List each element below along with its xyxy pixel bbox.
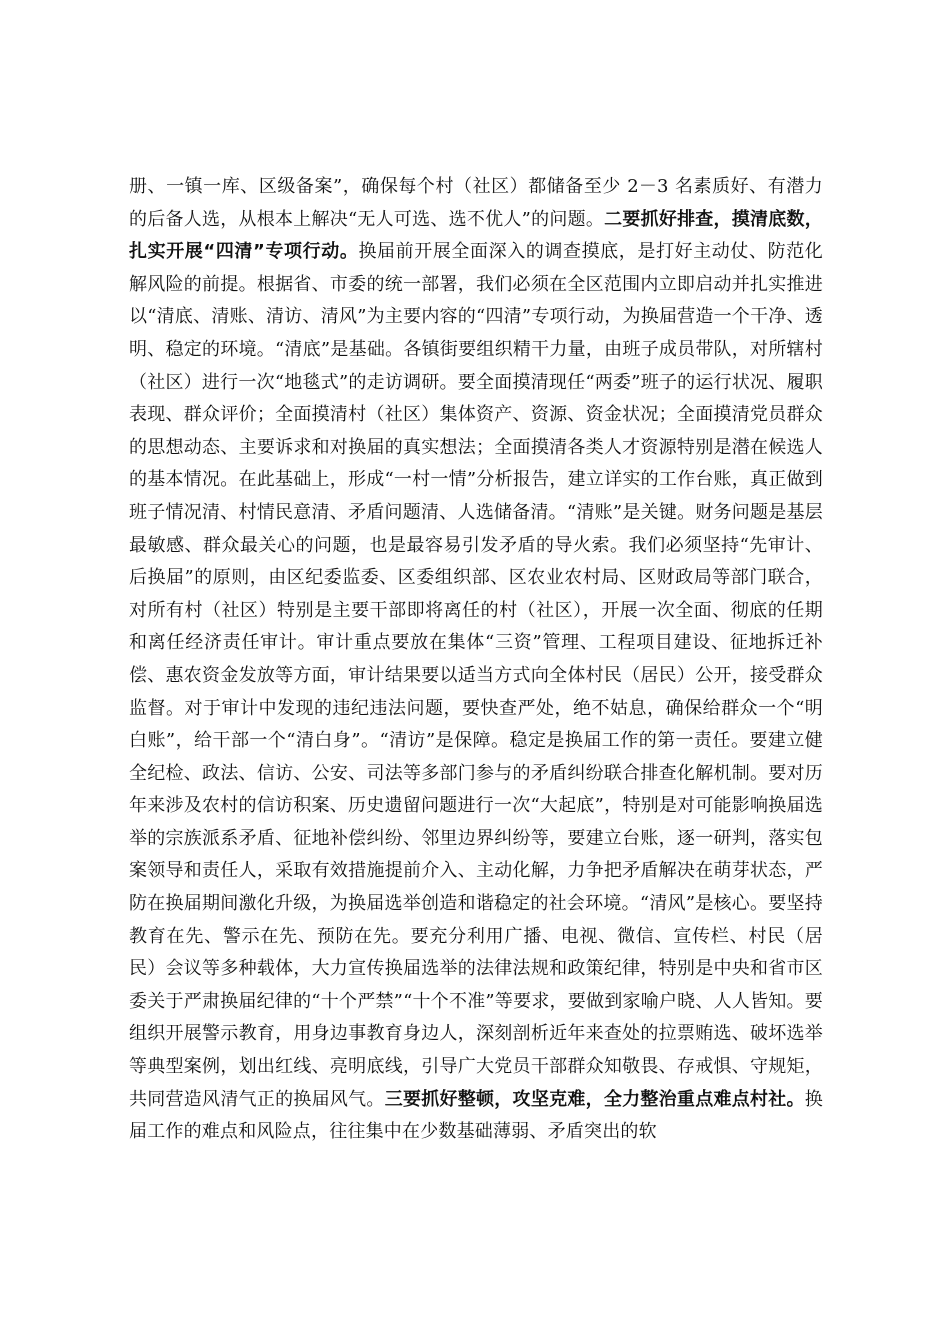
text-segment: 换届工作的难点和风险点，往往集中在少数基础薄弱、矛盾突出的软 — [129, 1088, 823, 1143]
text-segment: 册、一镇一库、区级备案”，确保每个村（社区）都储备至少 2－3 名素质好、有潜力的后备人选，从根本上解决“无人可选、选不优人”的问题。 — [129, 176, 823, 230]
bold-heading-segment: 二要抓好排查，摸清底数，扎实开展“四清”专项行动。 — [129, 208, 823, 263]
body-paragraph — [129, 171, 823, 1149]
text-segment: 换届前开展全面深入的调查摸底，是打好主动仗、防范化解风险的前提。根据省、市委的统一部署，我们必须在全区范围内立即启动并扎实推进以“清底、清账、清访、清风”为主要内容的“四清”专项行动，为换届营造一个干净、透明、稳定的环境。“清底”是基础。各镇街要组织精干力量，由班子成员带队，对所辖村（社区）进行一次“地毯式”的走访调研。要全面摸清现任“两委”班子的运行状况、履职表现、群众评价；全面摸清村（社区）集体资产、资源、资金状况；全面摸清党员群众的思想动态、主要诉求和对换届的真实想法；全面摸清各类人才资源特别是潜在候选人的基本情况。在此基础上，形成“一村一情”分析报告，建立详实的工作台账，真正做到班子情况清、村情民意清、矛盾问题清、人选储备清。“清账”是关键。财务问题是基层最敏感、群众最关心的问题，也是最容易引发矛盾的导火索。我们必须坚持“先审计、后换届”的原则，由区纪委监委、区委组织部、区农业农村局、区财政局等部门联合，对所有村（社区）特别是主要干部即将离任的村（社区），开展一次全面、彻底的任期和离任经济责任审计。审计重点要放在集体“三资”管理、工程项目建设、征地拆迁补偿、惠农资金发放等方面，审计结果要以适当方式向全体村民（居民）公开，接受群众监督。对于审计中发现的违纪违法问题，要快查严处，绝不姑息，确保给群众一个“明白账”，给干部一个“清白身”。“清访”是保障。稳定是换届工作的第一责任。要建立健全纪检、政法、信访、公安、司法等多部门参与的矛盾纠纷联合排查化解机制。要对历年来涉及农村的信访积案、历史遗留问题进行一次“大起底”，特别是对可能影响换届选举的宗族派系矛盾、征地补偿纠纷、邻里边界纠纷等，要建立台账，逐一研判，落实包案领导和责任人，采取有效措施提前介入、主动化解，力争把矛盾解决在萌芽状态，严防在换届期间激化升级，为换届选举创造和谐稳定的社会环境。“清风”是核心。要坚持教育在先、警示在先、预防在先。要充分利用广播、电视、微信、宣传栏、村民（居民）会议等多种载体，大力宣传换届选举的法律法规和政策纪律，特别是中央和省市区委关于严肃换届纪律的“十个严禁”“十个不准”等要求，要做到家喻户晓、人人皆知。要组织开展警示教育，用身边事教育身边人，深刻剖析近年来查处的拉票贿选、破坏选举等典型案例，划出红线、亮明底线，引导广大党员干部群众知敬畏、存戒惧、守规矩，共同营造风清气正的换届风气。 — [129, 241, 823, 1110]
bold-heading-segment: 三要抓好整顿，攻坚克难，全力整治重点难点村社。 — [384, 1088, 805, 1110]
